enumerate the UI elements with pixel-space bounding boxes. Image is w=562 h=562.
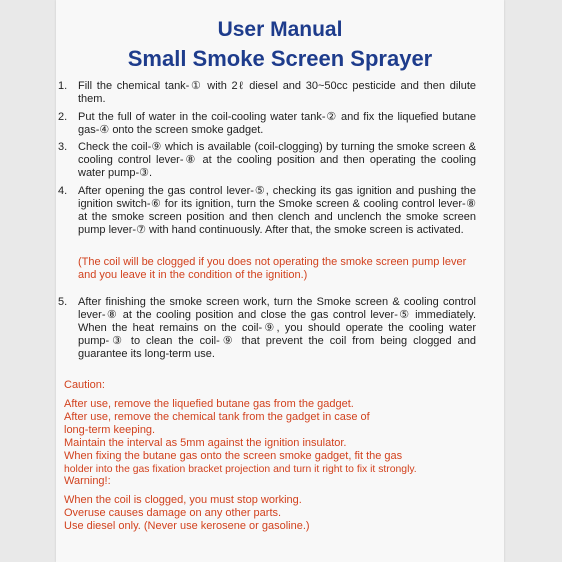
- caution-line: long-term keeping.: [64, 424, 156, 436]
- caution-section: [64, 379, 494, 476]
- caution-line: After use, remove the chemical tank from the gadget in case of: [64, 411, 370, 423]
- step-number: 4.: [58, 185, 68, 197]
- warning-line: When the coil is clogged, you must stop working.: [64, 494, 302, 506]
- step-number: 1.: [58, 80, 68, 92]
- warning-section: [64, 475, 494, 533]
- product-title: Small Smoke Screen Sprayer: [127, 46, 433, 71]
- step-number: 5.: [58, 296, 68, 308]
- warning-line: Use diesel only. (Never use kerosene or gasoline.): [64, 520, 310, 532]
- step-text: Put the full of water in the coil-cooling water tank-② and fix the liquefied butane gas-④ onto the screen smoke gadget.: [78, 111, 476, 136]
- caution-line: When fixing the butane gas onto the screen smoke gadget, fit the gas: [64, 450, 403, 462]
- warning-line: Overuse causes damage on any other parts.: [64, 507, 282, 519]
- caution-line: After use, remove the liquefied butane gas from the gadget.: [64, 398, 354, 410]
- step-text: Fill the chemical tank-① with 2ℓ diesel and 30~50cc pesticide and then dilute them.: [78, 80, 476, 105]
- caution-heading: Caution:: [64, 379, 105, 391]
- warning-heading: Warning!:: [64, 475, 111, 487]
- manual-page: [56, 0, 504, 562]
- step-note: (The coil will be clogged if you does not operating the smoke screen pump lever and you leave it in the condition of the ignition.): [78, 256, 467, 281]
- step-text: Check the coil-⑨ which is available (coil-clogging) by turning the smoke screen & cooling control lever-⑧ at the cooling position and then operating the cooling water pump-③.: [78, 141, 476, 179]
- caution-line: Maintain the interval as 5mm against the ignition insulator.: [64, 437, 347, 449]
- page-title: User Manual: [217, 18, 343, 41]
- step-number: 3.: [58, 141, 68, 153]
- caution-line: holder into the gas fixation bracket projection and turn it right to fix it strongly.: [64, 464, 417, 475]
- step-text: After opening the gas control lever-⑤, checking its gas ignition and pushing the ignition switch-⑥ for its ignition, turn the Smoke screen & cooling control lever-⑧ at the smoke screen position and then clench and unclench the smoke screen pump lever-⑦ with hand continuously. After that, the smoke screen is activated.: [78, 185, 476, 236]
- step-number: 2.: [58, 111, 68, 123]
- step-text: After finishing the smoke screen work, turn the Smoke screen & cooling control lever-⑧ at the cooling position and close the gas control lever-⑤ immediately. When the heat remains on the coil-⑨, you should operate the cooling water pump-③ to clean the coil-⑨ that prevent the coil from being clogged and guarantee its long-term use.: [78, 296, 476, 360]
